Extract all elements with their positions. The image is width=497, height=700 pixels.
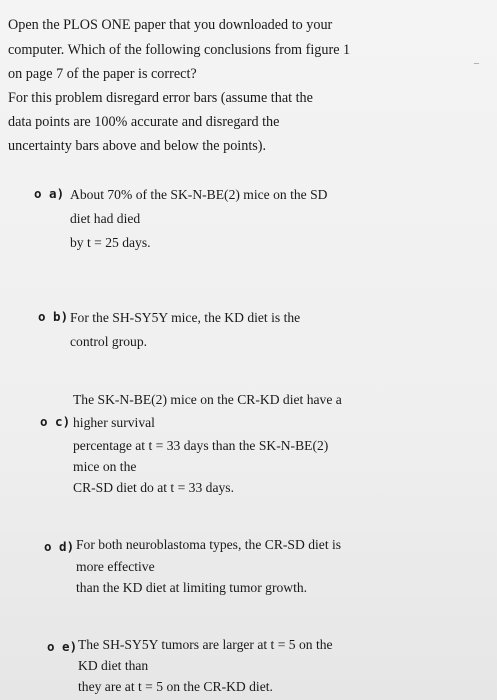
option-e-radio[interactable]: o e)	[47, 639, 78, 654]
option-a-text: diet had died	[70, 211, 141, 226]
question-line: For this problem disregard error bars (assume that the	[8, 90, 313, 106]
option-c-text: The SK-N-BE(2) mice on the CR-KD diet have a	[73, 392, 342, 407]
question-line: uncertainty bars above and below the points).	[8, 138, 267, 154]
option-d-text: more effective	[76, 559, 155, 574]
option-d-text: For both neuroblastoma types, the CR-SD diet is	[76, 537, 342, 552]
option-c-text: mice on the	[73, 459, 137, 474]
option-d-text: than the KD diet at limiting tumor growth.	[76, 580, 308, 595]
question-line: computer. Which of the following conclusions from figure 1	[8, 42, 351, 58]
option-e-text: they are at t = 5 on the CR-KD diet.	[78, 679, 273, 694]
option-b-radio[interactable]: o b)	[38, 309, 69, 324]
option-c-text: higher survival	[73, 415, 155, 430]
question-line: data points are 100% accurate and disregard the	[8, 114, 280, 130]
option-d-radio[interactable]: o d)	[44, 539, 75, 554]
option-b-text: control group.	[70, 334, 148, 349]
option-c-radio[interactable]: o c)	[40, 414, 71, 429]
option-a-text: About 70% of the SK-N-BE(2) mice on the SD	[70, 187, 328, 202]
option-a-radio[interactable]: o a)	[34, 186, 65, 201]
option-c-text: percentage at t = 33 days than the SK-N-BE(2)	[73, 438, 329, 453]
option-e-text: KD diet than	[78, 658, 149, 673]
option-c-text: CR-SD diet do at t = 33 days.	[73, 480, 234, 495]
scroll-indicator: –	[474, 58, 479, 69]
option-a-text: by t = 25 days.	[70, 235, 151, 250]
question-line: on page 7 of the paper is correct?	[8, 66, 197, 82]
option-e-text: The SH-SY5Y tumors are larger at t = 5 on the	[78, 637, 333, 652]
option-b-text: For the SH-SY5Y mice, the KD diet is the	[70, 310, 301, 325]
question-line: Open the PLOS ONE paper that you downloaded to your	[8, 17, 333, 33]
